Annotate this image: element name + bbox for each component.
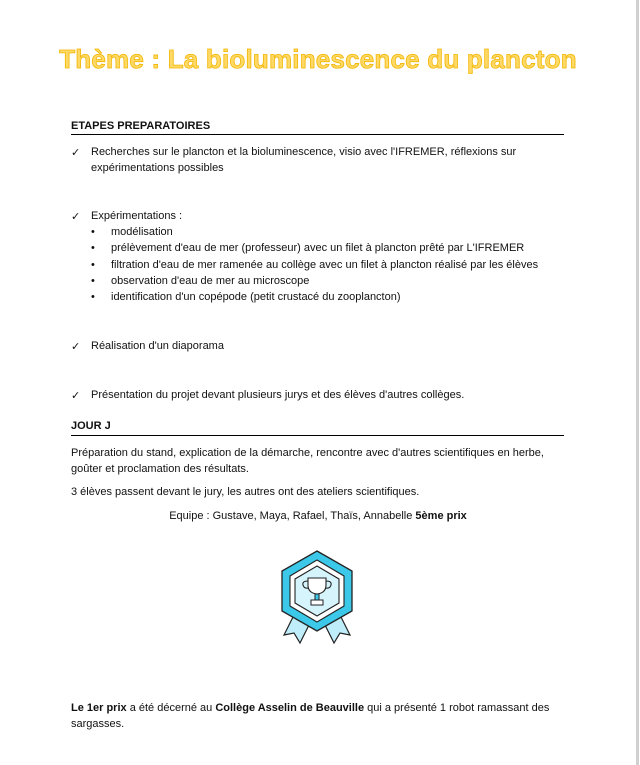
item-text: Recherches sur le plancton et la bioluminescence, visio avec l'IFREMER, réflexions sur <box>91 146 517 158</box>
college-name: Collège Asselin de Beauville <box>215 702 365 714</box>
trophy-medal-icon <box>272 547 362 647</box>
bullet-text: identification d'un copépode (petit crustacé du zooplancton) <box>111 291 401 303</box>
heading-rule <box>71 134 564 135</box>
final-paragraph-cont: sargasses. <box>71 718 125 730</box>
bullet-text: observation d'eau de mer au microscope <box>111 275 310 287</box>
paragraph-text: Préparation du stand, explication de la démarche, rencontre avec d'autres scientifiques en herbe, <box>71 447 544 459</box>
page-edge <box>636 0 639 765</box>
paragraph-text: goûter et proclamation des résultats. <box>71 463 249 475</box>
check-icon: ✓ <box>71 147 81 159</box>
bullet-icon: • <box>91 275 95 287</box>
check-icon: ✓ <box>71 211 81 223</box>
item-text: Expérimentations : <box>91 210 183 222</box>
section-heading-jour-j: JOUR J <box>71 420 111 432</box>
bullet-text: prélèvement d'eau de mer (professeur) avec un filet à plancton prêté par L'IFREMER <box>111 242 525 254</box>
bullet-icon: • <box>91 226 95 238</box>
check-icon: ✓ <box>71 341 81 353</box>
paragraph-text: 3 élèves passent devant le jury, les autres ont des ateliers scientifiques. <box>71 486 420 498</box>
text: qui a présenté 1 robot ramassant des <box>364 702 550 714</box>
heading-rule <box>71 435 564 436</box>
section-heading-preparatory: ETAPES PREPARATOIRES <box>71 120 211 132</box>
check-icon: ✓ <box>71 390 81 402</box>
item-text: Réalisation d'un diaporama <box>91 340 224 352</box>
bullet-text: modélisation <box>111 226 173 238</box>
document-title: Thème : La bioluminescence du plancton <box>59 44 577 74</box>
item-text: Présentation du projet devant plusieurs jurys et des élèves d'autres collèges. <box>91 389 465 401</box>
final-paragraph <box>71 702 549 714</box>
bullet-text: filtration d'eau de mer ramenée au collège avec un filet à plancton réalisé par les élèves <box>111 259 539 271</box>
item-text: expérimentations possibles <box>91 162 224 174</box>
bullet-icon: • <box>91 259 95 271</box>
text: a été décerné au <box>126 702 216 714</box>
prize-label: 5ème prix <box>415 510 467 522</box>
bullet-icon: • <box>91 291 95 303</box>
team-line <box>0 510 636 522</box>
first-prize-label: Le 1er prix <box>71 702 127 714</box>
team-members: Equipe : Gustave, Maya, Rafael, Thaïs, Annabelle <box>169 510 413 522</box>
bullet-icon: • <box>91 242 95 254</box>
